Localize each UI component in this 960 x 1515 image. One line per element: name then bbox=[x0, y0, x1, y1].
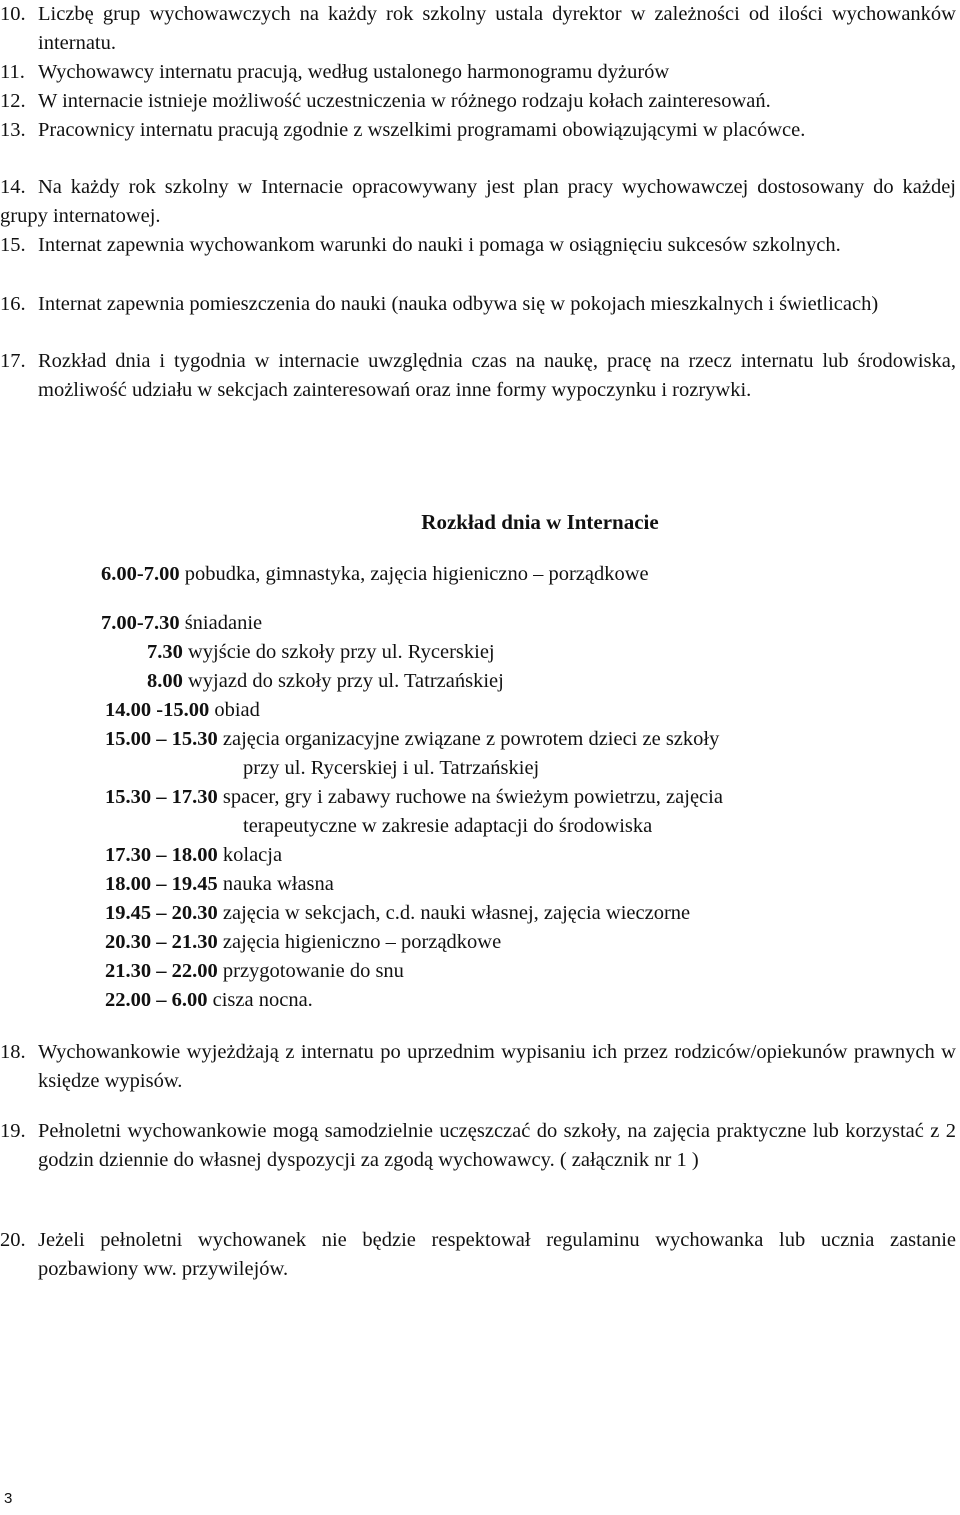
schedule-desc: wyjazd do szkoły przy ul. Tatrzańskiej bbox=[188, 670, 504, 692]
schedule-desc: obiad bbox=[214, 699, 260, 721]
schedule-desc: zajęcia w sekcjach, c.d. nauki własnej, zajęcia wieczorne bbox=[222, 902, 691, 924]
schedule-desc: zajęcia higieniczno – porządkowe bbox=[222, 931, 502, 953]
item-text: Wychowankowie wyjeżdżają z internatu po uprzednim wypisaniu ich przez rodziców/opiekunów prawnych w księdze wypisów. bbox=[38, 1041, 956, 1093]
schedule-time: 21.30 – 22.00 bbox=[105, 960, 218, 982]
item-text: Jeżeli pełnoletni wychowanek nie będzie respektował regulaminu wychowanka lub ucznia zastanie pozbawiony ww. przywilejów. bbox=[38, 1229, 956, 1281]
schedule-time: 14.00 -15.00 bbox=[105, 699, 210, 721]
item-text: Pełnoletni wychowankowie mogą samodzielnie uczęszczać do szkoły, na zajęcia praktyczne lub korzystać z 2 godzin dziennie do własnej dyspozycji za zgodą wychowawcy. ( załącznik nr 1 ) bbox=[38, 1120, 956, 1172]
schedule-row bbox=[105, 725, 719, 754]
item-number: 18. bbox=[0, 1041, 26, 1063]
schedule-desc: kolacja bbox=[222, 844, 283, 866]
item-text: Internat zapewnia pomieszczenia do nauki (nauka odbywa się w pokojach mieszkalnych i świetlicach) bbox=[38, 293, 879, 315]
schedule-row bbox=[101, 609, 262, 638]
item-text: W internacie istnieje możliwość uczestniczenia w różnego rodzaju kołach zainteresowań. bbox=[38, 90, 771, 112]
item-number: 12. bbox=[0, 90, 26, 112]
schedule-time: 20.30 – 21.30 bbox=[105, 931, 218, 953]
schedule-desc: przygotowanie do snu bbox=[222, 960, 404, 982]
schedule-time: 19.45 – 20.30 bbox=[105, 902, 218, 924]
schedule-time: 8.00 bbox=[147, 670, 183, 692]
list-item-18 bbox=[0, 1038, 956, 1097]
schedule-row bbox=[105, 841, 282, 870]
schedule-time: 7.30 bbox=[147, 641, 183, 663]
item-number: 14. bbox=[0, 176, 26, 198]
list-item-14 bbox=[0, 173, 956, 232]
list-item-20 bbox=[0, 1226, 956, 1285]
schedule-row bbox=[105, 783, 723, 812]
item-text: Na każdy rok szkolny w Internacie opracowywany jest plan pracy wychowawczej dostosowany do każdej grupy internatowej. bbox=[0, 176, 956, 228]
item-number: 19. bbox=[0, 1120, 26, 1142]
schedule-time: 7.00-7.30 bbox=[101, 612, 180, 634]
item-number: 10. bbox=[0, 3, 26, 25]
list-item-12 bbox=[0, 87, 956, 116]
schedule-row-continuation bbox=[243, 754, 539, 783]
list-item-15 bbox=[0, 231, 956, 260]
item-text: Wychowawcy internatu pracują, według ustalonego harmonogramu dyżurów bbox=[38, 61, 670, 83]
schedule-row bbox=[105, 899, 690, 928]
schedule-row bbox=[105, 986, 313, 1015]
item-number: 17. bbox=[0, 350, 26, 372]
item-number: 15. bbox=[0, 234, 26, 256]
schedule-desc: pobudka, gimnastyka, zajęcia higieniczno – porządkowe bbox=[184, 563, 649, 585]
schedule-desc: zajęcia organizacyjne związane z powrotem dzieci ze szkoły bbox=[222, 728, 720, 750]
schedule-time: 17.30 – 18.00 bbox=[105, 844, 218, 866]
schedule-row bbox=[105, 696, 260, 725]
list-item-17 bbox=[0, 347, 956, 406]
item-text: Rozkład dnia i tygodnia w internacie uwzględnia czas na naukę, pracę na rzecz internatu lub środowiska, możliwość udziału w sekcjach zainteresowań oraz inne formy wypoczynku i rozrywki. bbox=[38, 350, 956, 402]
list-item-13 bbox=[0, 116, 956, 145]
schedule-time: 6.00-7.00 bbox=[101, 563, 180, 585]
schedule-time: 15.30 – 17.30 bbox=[105, 786, 218, 808]
schedule-row bbox=[105, 957, 404, 986]
schedule-row-continuation bbox=[243, 812, 652, 841]
item-number: 20. bbox=[0, 1229, 26, 1251]
schedule-time: 18.00 – 19.45 bbox=[105, 873, 218, 895]
schedule-desc: cisza nocna. bbox=[212, 989, 313, 1011]
list-item-19 bbox=[0, 1117, 956, 1176]
item-number: 11. bbox=[0, 61, 25, 83]
item-text: Internat zapewnia wychowankom warunki do nauki i pomaga w osiągnięciu sukcesów szkolnych. bbox=[38, 234, 841, 256]
list-item-10 bbox=[0, 0, 956, 59]
list-item-16 bbox=[0, 290, 956, 319]
item-number: 13. bbox=[0, 119, 26, 141]
schedule-row bbox=[147, 638, 495, 667]
schedule-desc: terapeutyczne w zakresie adaptacji do środowiska bbox=[243, 815, 653, 837]
schedule-row bbox=[147, 667, 504, 696]
item-number: 16. bbox=[0, 293, 26, 315]
schedule-time: 15.00 – 15.30 bbox=[105, 728, 218, 750]
schedule-row bbox=[105, 928, 501, 957]
schedule-desc: przy ul. Rycerskiej i ul. Tatrzańskiej bbox=[243, 757, 540, 779]
schedule-time: 22.00 – 6.00 bbox=[105, 989, 208, 1011]
schedule-desc: spacer, gry i zabawy ruchowe na świeżym powietrzu, zajęcia bbox=[222, 786, 723, 808]
schedule-row bbox=[101, 560, 649, 589]
schedule-desc: śniadanie bbox=[184, 612, 263, 634]
item-text: Liczbę grup wychowawczych na każdy rok szkolny ustala dyrektor w zależności od ilości wychowanków internatu. bbox=[38, 3, 956, 55]
schedule-row bbox=[105, 870, 334, 899]
item-text: Pracownicy internatu pracują zgodnie z wszelkimi programami obowiązującymi w placówce. bbox=[38, 119, 806, 141]
schedule-title: Rozkład dnia w Internacie bbox=[421, 510, 659, 534]
schedule-desc: nauka własna bbox=[222, 873, 334, 895]
list-item-11 bbox=[0, 58, 956, 87]
schedule-desc: wyjście do szkoły przy ul. Rycerskiej bbox=[188, 641, 495, 663]
page-number: 3 bbox=[4, 1490, 13, 1507]
